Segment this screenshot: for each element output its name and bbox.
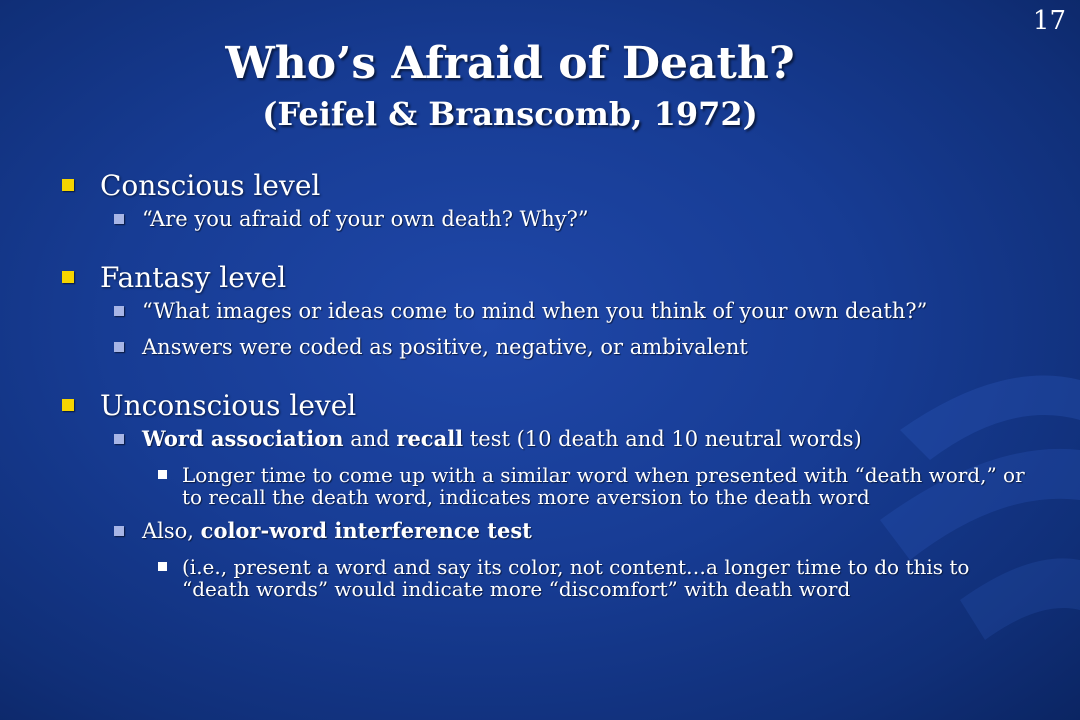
square-bullet-icon (62, 179, 74, 191)
title-block (0, 38, 1020, 134)
longer-time-text: Longer time to come up with a similar word when presented with “death word,” or to recall the death word, indicates more aversion to the death word (182, 463, 1025, 509)
square-bullet-icon (158, 562, 167, 571)
unconscious-heading: Unconscious level (100, 389, 357, 422)
square-bullet-icon (158, 470, 167, 479)
word-association-label: Word association (142, 426, 344, 451)
conscious-question-text: “Are you afraid of your own death? Why?” (142, 207, 589, 231)
bullet-ie-explanation (158, 556, 1032, 600)
fantasy-question-text: “What images or ideas come to mind when you think of your own death?” (142, 299, 928, 323)
slide-title: Who’s Afraid of Death? (225, 38, 795, 89)
ie-explanation-text: (i.e., present a word and say its color, not content…a longer time to do this to “death words” would indicate more “discomfort” with death word (182, 555, 970, 601)
square-bullet-icon (62, 271, 74, 283)
square-bullet-icon (62, 399, 74, 411)
also-text: Also, (142, 519, 201, 543)
bullet-fantasy-question (114, 300, 1032, 322)
bullet-fantasy-coding (114, 336, 1032, 358)
square-bullet-icon (114, 306, 124, 316)
square-bullet-icon (114, 434, 124, 444)
bullet-list (62, 166, 1032, 612)
bullet-color-word-test (114, 520, 1032, 542)
square-bullet-icon (114, 214, 124, 224)
square-bullet-icon (114, 526, 124, 536)
and-text: and (343, 427, 397, 451)
color-word-label: color-word interference test (200, 518, 532, 543)
bullet-unconscious-level (62, 386, 1032, 426)
square-bullet-icon (114, 342, 124, 352)
bullet-conscious-level (62, 166, 1032, 206)
fantasy-coding-text: Answers were coded as positive, negative, or ambivalent (142, 335, 748, 359)
recall-label: recall (396, 426, 464, 451)
bullet-conscious-question (114, 208, 1032, 230)
conscious-heading: Conscious level (100, 169, 321, 202)
bullet-longer-time (158, 464, 1032, 508)
fantasy-heading: Fantasy level (100, 261, 287, 294)
test-description: test (10 death and 10 neutral words) (463, 427, 862, 451)
bullet-fantasy-level (62, 258, 1032, 298)
slide-subtitle: (Feifel & Branscomb, 1972) (262, 95, 758, 133)
bullet-word-association-test (114, 428, 1032, 450)
slide-number: 17 (1032, 6, 1066, 36)
